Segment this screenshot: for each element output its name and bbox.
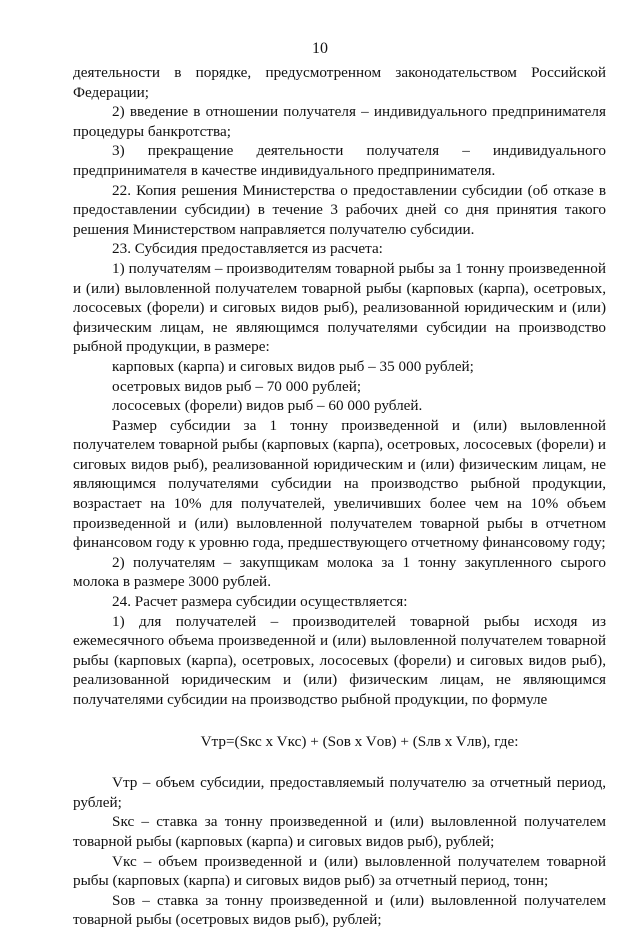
paragraph: 24. Расчет размера субсидии осуществляется: <box>112 593 408 611</box>
definition-item: Sов – ставка за тонну произведенной и (или) выловленной получателем товарной рыбы (осетровых видов рыб), рублей; <box>73 891 606 929</box>
paragraph: 1) для получателей – производителей товарной рыбы исходя из ежемесячного объема произведенной и (или) выловленной получателем товарной рыбы (карповых (карпа), осетровых, лососевых (форели) и сиговых видов рыб), реализованной юридическим и (или) физическим лицам, не являющимся получателями субсидии на производство рыбной продукции, по формуле <box>73 612 606 708</box>
paragraph: Размер субсидии за 1 тонну произведенной и (или) выловленной получателем товарной рыбы (карповых (карпа), осетровых, лососевых (форели) и сиговых видов рыб), реализованной юридическим и (или) физическим лицам, не являющимся получателями субсидии на производство рыбной продукции, возрастает на 10% для получателей, увеличивших более чем на 10% объем произведенной и (или) выловленной получателем товарной рыбы в отчетном финансовом году к уровню года, предшествующего отчетному финансовому году; <box>73 416 606 552</box>
document-body <box>73 63 606 930</box>
paragraph: 22. Копия решения Министерства о предоставлении субсидии (об отказе в предоставлении субсидии) в течение 3 рабочих дней со дня принятия такого решения Министерством направляется получателю субсидии. <box>73 181 606 238</box>
page-number: 10 <box>312 40 328 57</box>
definition-item: Sкс – ставка за тонну произведенной и (или) выловленной получателем товарной рыбы (карповых (карпа) и сиговых видов рыб), рублей; <box>73 813 606 850</box>
rate-list-item: карповых (карпа) и сиговых видов рыб – 35 000 рублей; <box>112 357 474 375</box>
paragraph: деятельности в порядке, предусмотренном законодательством Российской Федерации; <box>73 64 606 101</box>
definition-item: Vкс – объем произведенной и (или) выловленной получателем товарной рыбы (карповых (карпа) и сиговых видов рыб) за отчетный период, тонн; <box>73 852 606 890</box>
definition-item: Vтр – объем субсидии, предоставляемый получателю за отчетный период, рублей; <box>73 774 606 811</box>
paragraph: 3) прекращение деятельности получателя – индивидуального предпринимателя в качестве индивидуального предпринимателя. <box>73 142 606 179</box>
rate-list-item: лососевых (форели) видов рыб – 60 000 рублей. <box>112 397 423 415</box>
paragraph: 23. Субсидия предоставляется из расчета: <box>112 240 383 258</box>
subsidy-formula: Vтр=(Sкс x Vкс) + (Sов x Vов) + (Sлв x Vлв), где: <box>200 732 519 750</box>
paragraph: 2) получателям – закупщикам молока за 1 тонну закупленного сырого молока в размере 3000 рублей. <box>73 553 606 591</box>
rate-list-item: осетровых видов рыб – 70 000 рублей; <box>112 377 362 395</box>
paragraph: 2) введение в отношении получателя – индивидуального предпринимателя процедуры банкротства; <box>73 103 606 140</box>
paragraph: 1) получателям – производителям товарной рыбы за 1 тонну произведенной и (или) выловленной получателем товарной рыбы (карповых (карпа), осетровых, лососевых (форели) и сиговых видов рыб), реализованной юридическим и (или) физическим лицам, не являющимся получателями субсидии на производство рыбной продукции, в размере: <box>73 259 606 356</box>
